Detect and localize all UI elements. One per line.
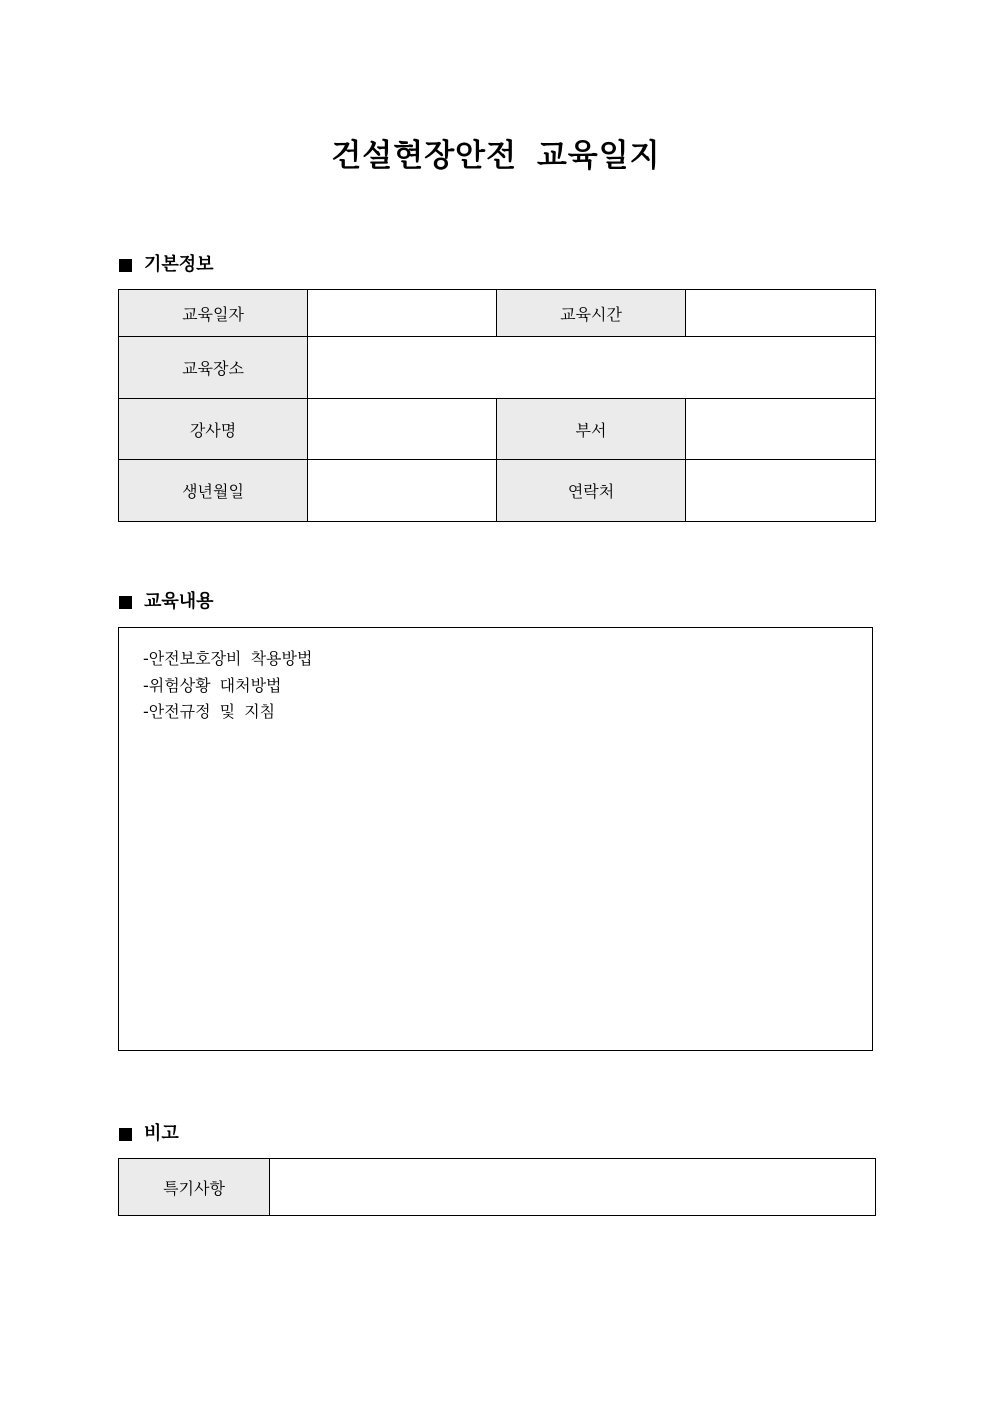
- content-line: -안전보호장비 착용방법: [143, 649, 313, 668]
- content-line: -안전규정 및 지침: [143, 702, 276, 721]
- table-row: [119, 399, 876, 460]
- table-row: [119, 1159, 876, 1216]
- content-heading: [119, 589, 214, 615]
- basic-info-heading: [119, 252, 214, 278]
- birthdate-label: 생년월일: [119, 460, 308, 522]
- square-bullet-icon: [119, 596, 132, 609]
- place-field[interactable]: [308, 337, 876, 399]
- table-row: [119, 460, 876, 522]
- remarks-heading-label: 비고: [144, 1123, 179, 1144]
- date-label: 교육일자: [119, 290, 308, 337]
- square-bullet-icon: [119, 1128, 132, 1141]
- instructor-field[interactable]: [308, 399, 497, 460]
- contact-label: 연락처: [497, 460, 686, 522]
- basic-info-table: [118, 289, 876, 522]
- time-field[interactable]: [686, 290, 876, 337]
- content-heading-label: 교육내용: [144, 591, 214, 612]
- square-bullet-icon: [119, 259, 132, 272]
- basic-info-heading-label: 기본정보: [144, 254, 214, 275]
- birthdate-field[interactable]: [308, 460, 497, 522]
- content-line: -위험상황 대처방법: [143, 675, 282, 695]
- document-title: 건설현장안전 교육일지: [331, 138, 661, 174]
- content-textarea[interactable]: [118, 627, 873, 1051]
- remarks-field[interactable]: [270, 1159, 876, 1216]
- table-row: [119, 290, 876, 337]
- table-row: [119, 337, 876, 399]
- time-label: 교육시간: [497, 290, 686, 337]
- department-label: 부서: [497, 399, 686, 460]
- date-field[interactable]: [308, 290, 497, 337]
- contact-field[interactable]: [686, 460, 876, 522]
- remarks-label: 특기사항: [119, 1159, 270, 1216]
- place-label: 교육장소: [119, 337, 308, 399]
- instructor-label: 강사명: [119, 399, 308, 460]
- remarks-table: [118, 1158, 876, 1216]
- department-field[interactable]: [686, 399, 876, 460]
- remarks-heading: [119, 1121, 179, 1147]
